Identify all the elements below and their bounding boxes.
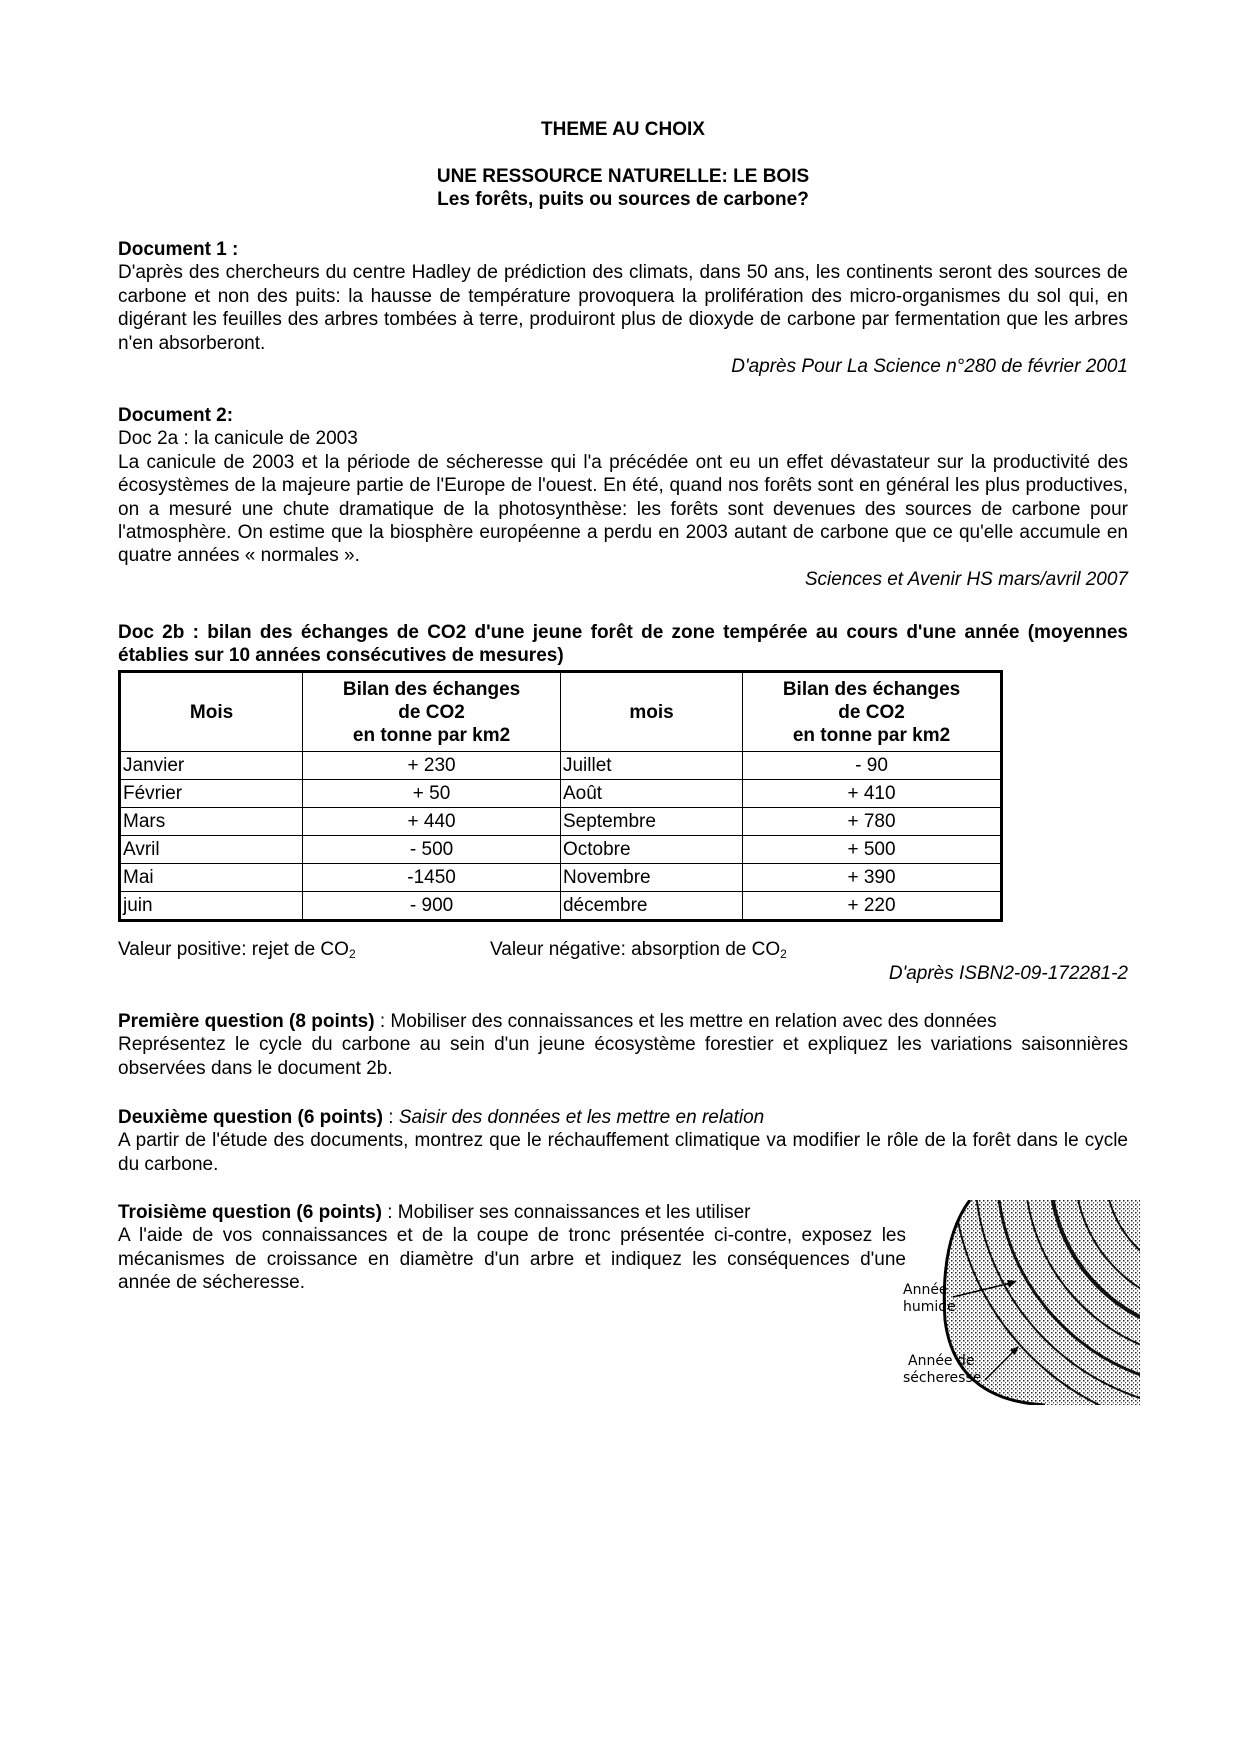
subtitle-line2: Les forêts, puits ou sources de carbone? xyxy=(437,189,809,210)
value-cell: + 220 xyxy=(743,892,1002,921)
question-2 xyxy=(118,1106,1128,1176)
doc2b-heading: Doc 2b : bilan des échanges de CO2 d'une jeune forêt de zone tempérée au cours d'une année (moyennes établies sur 10 années consécutives de mesures) xyxy=(118,622,1128,667)
table-row xyxy=(120,752,1002,780)
note-negative xyxy=(490,939,787,961)
document-1 xyxy=(118,238,1128,378)
month-cell: décembre xyxy=(560,892,742,921)
doc1-heading: Document 1 : xyxy=(118,239,239,260)
month-cell: Avril xyxy=(120,836,303,864)
question-1 xyxy=(118,1010,1128,1080)
note-negative-sub: 2 xyxy=(780,947,787,961)
col-bilan-2-line3: en tonne par km2 xyxy=(792,724,951,746)
col-bilan-1 xyxy=(303,672,561,752)
doc2-heading: Document 2: xyxy=(118,405,234,426)
table-row xyxy=(120,892,1002,921)
value-cell: + 410 xyxy=(743,780,1002,808)
value-cell: + 500 xyxy=(743,836,1002,864)
table-header-row xyxy=(120,672,1002,752)
co2-table xyxy=(118,670,1003,922)
doc2a-text: La canicule de 2003 et la période de sécheresse qui l'a précédée ont eu un effet dévastateur sur la productivité des écosystèmes de la majeure partie de l'Europe de l'ouest. En été, quand nos forêts sont en général les plus productives, on a mesuré une chute dramatique de la photosynthèse: les forêts sont devenues des sources de carbone pour l'atmosphère. On estime que la biosphère européenne a perdu en 2003 autant de carbone que ce qu'elle accumule en quatre années « normales ». xyxy=(118,451,1128,567)
month-cell: Novembre xyxy=(560,864,742,892)
label-wet-year-l2: humide xyxy=(903,1299,956,1315)
label-dry-year-l1: Année de xyxy=(908,1353,975,1369)
col-bilan-2-line2: de CO2 xyxy=(838,701,905,723)
q2-label: Deuxième question (6 points) xyxy=(118,1107,383,1128)
doc2a-source: Sciences et Avenir HS mars/avril 2007 xyxy=(804,568,1128,590)
col-bilan-1-line3: en tonne par km2 xyxy=(352,724,511,746)
value-cell: + 780 xyxy=(743,808,1002,836)
col-bilan-2-line1: Bilan des échanges xyxy=(782,678,961,700)
note-positive-sub: 2 xyxy=(348,947,356,961)
subtitle-line1: UNE RESSOURCE NATURELLE: LE BOIS xyxy=(436,166,810,187)
value-cell: - 900 xyxy=(303,892,561,921)
note-negative-text: Valeur négative: absorption de CO xyxy=(490,939,781,960)
q1-skill: : Mobiliser des connaissances et les mettre en relation avec des données xyxy=(374,1011,997,1032)
month-cell: Février xyxy=(120,780,303,808)
col-mois-1: Mois xyxy=(120,672,303,752)
month-cell: juin xyxy=(120,892,303,921)
month-cell: Mai xyxy=(120,864,303,892)
q2-sep: : xyxy=(382,1107,399,1128)
value-cell: - 90 xyxy=(743,752,1002,780)
value-cell: + 390 xyxy=(743,864,1002,892)
table-row xyxy=(120,780,1002,808)
month-cell: Mars xyxy=(120,808,303,836)
q3-text: A l'aide de vos connaissances et de la coupe de tronc présentée ci-contre, exposez les mécanismes de croissance en diamètre d'un arbre et indiquez les conséquences d'une année de sécheresse. xyxy=(118,1225,906,1294)
doc2a-heading: Doc 2a : la canicule de 2003 xyxy=(118,428,358,450)
label-wet-year-l1: Année xyxy=(903,1282,948,1298)
value-cell: -1450 xyxy=(303,864,561,892)
value-cell: + 230 xyxy=(303,752,561,780)
q1-label: Première question (8 points) xyxy=(118,1011,375,1032)
q2-text: A partir de l'étude des documents, montrez que le réchauffement climatique va modifier le rôle de la forêt dans le cycle du carbone. xyxy=(118,1130,1128,1175)
q3-skill: : Mobiliser ses connaissances et les utiliser xyxy=(381,1202,751,1223)
subtitle xyxy=(118,165,1128,211)
document-2 xyxy=(118,404,1128,591)
col-bilan-1-line2: de CO2 xyxy=(398,701,465,723)
col-bilan-2 xyxy=(743,672,1002,752)
month-cell: Août xyxy=(560,780,742,808)
q2-skill: Saisir des données et les mettre en relation xyxy=(398,1107,765,1128)
label-dry-year-l2: sécheresse xyxy=(903,1370,982,1386)
doc2b-source: D'après ISBN2-09-172281-2 xyxy=(888,963,1128,984)
page-title: THEME AU CHOIX xyxy=(541,119,705,140)
trunk-section-figure xyxy=(795,1200,1140,1405)
month-cell: Juillet xyxy=(560,752,742,780)
q3-label: Troisième question (6 points) xyxy=(118,1202,382,1223)
table-row xyxy=(120,864,1002,892)
note-positive xyxy=(118,939,356,961)
col-mois-2: mois xyxy=(560,672,742,752)
month-cell: Janvier xyxy=(120,752,303,780)
value-cell: - 500 xyxy=(303,836,561,864)
value-cell: + 440 xyxy=(303,808,561,836)
col-bilan-1-line1: Bilan des échanges xyxy=(342,678,521,700)
trunk-rings-drawing xyxy=(795,1200,1140,1405)
month-cell: Septembre xyxy=(560,808,742,836)
table-row xyxy=(120,808,1002,836)
q1-text: Représentez le cycle du carbone au sein d'un jeune écosystème forestier et expliquez les variations saisonnières observées dans le document 2b. xyxy=(118,1034,1128,1079)
month-cell: Octobre xyxy=(560,836,742,864)
note-positive-text: Valeur positive: rejet de CO xyxy=(118,939,349,960)
doc1-text: D'après des chercheurs du centre Hadley de prédiction des climats, dans 50 ans, les continents seront des sources de carbone et non des puits: la hausse de température provoquera la prolifération des micro-organismes du sol qui, en digérant les feuilles des arbres tombées à terre, produiront plus de dioxyde de carbone par fermentation que les arbres n'en absorberont. xyxy=(118,262,1128,354)
doc1-source: D'après Pour La Science n°280 de février 2001 xyxy=(731,356,1128,378)
value-cell: + 50 xyxy=(303,780,561,808)
table-row xyxy=(120,836,1002,864)
